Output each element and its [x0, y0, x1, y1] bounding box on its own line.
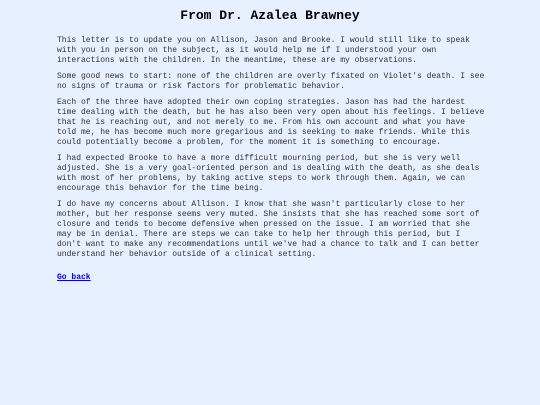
letter-body	[57, 36, 487, 284]
page-title: From Dr. Azalea Brawney	[180, 8, 360, 23]
letter-paragraph: I do have my concerns about Allison. I know that she wasn't particularly close to her mother, but her response seems very muted. She insists that she has reached some sort of closure and tends to become defensive when pressed on the issue. I am worried that she may be in denial. There are steps we can take to help her through this period, but I don't want to make any recommendations until we've had a chance to talk and I can better understand her behavior outside of a clinical setting.	[57, 200, 480, 259]
letter-paragraph: This letter is to update you on Allison, Jason and Brooke. I would still like to speak with you in person on the subject, as it would help me if I understood your own interactions with the children. In the meantime, these are my observations.	[57, 36, 470, 65]
letter-paragraph: Each of the three have adopted their own coping strategies. Jason has had the hardest time dealing with the death, but he has also been very open about his feelings. I believe that he is reaching out, and not merely to me. From his own account and what you have told me, he has become much more gregarious and is seeking to make friends. While this could potentially become a problem, for the moment it is something to encourage.	[57, 98, 485, 147]
go-back-link[interactable]: Go back	[57, 273, 91, 282]
letter-paragraph: I had expected Brooke to have a more difficult mourning period, but she is very well adjusted. She is a very goal-oriented person and is dealing with the death, as she deals with most of her problems, by taking active steps to work through them. Again, we can encourage this behavior for the time being.	[57, 154, 480, 193]
letter-paragraph: Some good news to start: none of the children are overly fixated on Violet's death. I see no signs of trauma or risk factors for problematic behavior.	[57, 72, 485, 91]
